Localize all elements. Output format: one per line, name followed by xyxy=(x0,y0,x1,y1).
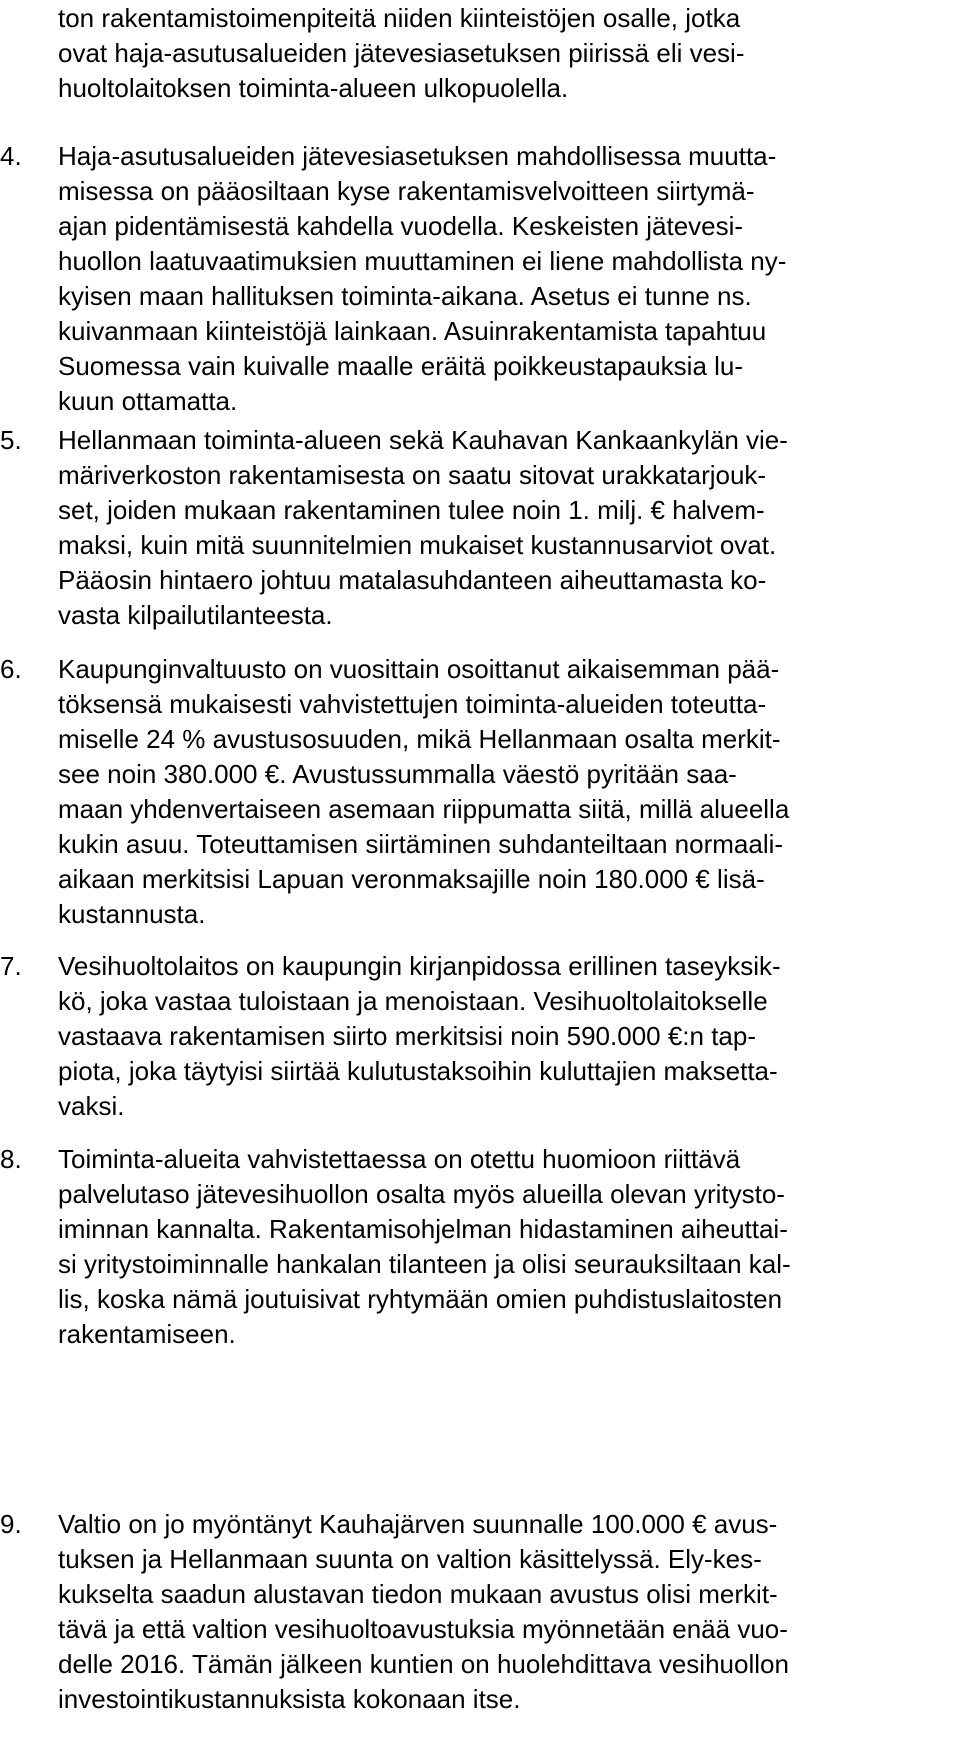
text-line: si yritystoiminnalle hankalan tilanteen ja olisi seurauksiltaan kal- xyxy=(58,1249,791,1279)
text-line: tuksen ja Hellanmaan suunta on valtion käsittelyssä. Ely-kes- xyxy=(58,1544,762,1574)
text-line: Suomessa vain kuivalle maalle eräitä poikkeustapauksia lu- xyxy=(58,351,744,381)
text-line: piota, joka täytyisi siirtää kulutustaksoihin kuluttajien maksetta- xyxy=(58,1056,778,1086)
text-line: Vesihuoltolaitos on kaupungin kirjanpidossa erillinen taseyksik- xyxy=(58,951,781,981)
item-number: 9. xyxy=(0,1509,22,1539)
text-line: huoltolaitoksen toiminta-alueen ulkopuolella. xyxy=(58,73,569,103)
text-line: miselle 24 % avustusosuuden, mikä Hellanmaan osalta merkit- xyxy=(58,724,781,754)
text-line: tävä ja että valtion vesihuoltoavustuksia myönnetään enää vuo- xyxy=(58,1614,788,1644)
text-line: lis, koska nämä joutuisivat ryhtymään omien puhdistuslaitosten xyxy=(58,1284,783,1314)
text-line: delle 2016. Tämän jälkeen kuntien on huolehdittava vesihuollon xyxy=(58,1649,789,1679)
item-number: 4. xyxy=(0,141,22,171)
text-line: ton rakentamistoimenpiteitä niiden kiinteistöjen osalle, jotka xyxy=(58,3,741,33)
text-line: Valtio on jo myöntänyt Kauhajärven suunnalle 100.000 € avus- xyxy=(58,1509,778,1539)
text-line: kukin asuu. Toteuttamisen siirtäminen suhdanteiltaan normaali- xyxy=(58,829,784,859)
text-line: investointikustannuksista kokonaan itse. xyxy=(58,1684,521,1714)
text-line: ajan pidentämisestä kahdella vuodella. Keskeisten jätevesi- xyxy=(58,211,744,241)
text-line: kuun ottamatta. xyxy=(58,386,238,416)
text-line: vaksi. xyxy=(58,1091,125,1121)
text-line: rakentamiseen. xyxy=(58,1319,236,1349)
text-line: maan yhdenvertaiseen asemaan riippumatta siitä, millä alueella xyxy=(58,794,790,824)
item-number: 5. xyxy=(0,425,22,455)
text-line: misessa on pääosiltaan kyse rakentamisvelvoitteen siirtymä- xyxy=(58,176,755,206)
text-line: kö, joka vastaa tuloistaan ja menoistaan. Vesihuoltolaitokselle xyxy=(58,986,768,1016)
text-line: set, joiden mukaan rakentaminen tulee noin 1. milj. € halvem- xyxy=(58,495,765,525)
text-line: Kaupunginvaltuusto on vuosittain osoittanut aikaisemman pää- xyxy=(58,654,780,684)
text-line: maksi, kuin mitä suunnitelmien mukaiset kustannusarviot ovat. xyxy=(58,530,777,560)
text-line: kuivanmaan kiinteistöjä lainkaan. Asuinrakentamista tapahtuu xyxy=(58,316,767,346)
item-number: 7. xyxy=(0,951,22,981)
text-line: huollon laatuvaatimuksien muuttaminen ei liene mahdollista ny- xyxy=(58,246,787,276)
text-line: see noin 380.000 €. Avustussummalla väestö pyritään saa- xyxy=(58,759,737,789)
text-line: aikaan merkitsisi Lapuan veronmaksajille noin 180.000 € lisä- xyxy=(58,864,765,894)
text-line: Hellanmaan toiminta-alueen sekä Kauhavan Kankaankylän vie- xyxy=(58,425,788,455)
text-line: palvelutaso jätevesihuollon osalta myös alueilla olevan yritysto- xyxy=(58,1179,785,1209)
text-line: vastaava rakentamisen siirto merkitsisi noin 590.000 €:n tap- xyxy=(58,1021,757,1051)
item-number: 8. xyxy=(0,1144,22,1174)
text-line: kukselta saadun alustavan tiedon mukaan avustus olisi merkit- xyxy=(58,1579,778,1609)
text-line: Haja-asutusalueiden jätevesiasetuksen mahdollisessa muutta- xyxy=(58,141,777,171)
text-line: ovat haja-asutusalueiden jätevesiasetuksen piirissä eli vesi- xyxy=(58,38,745,68)
text-line: Toiminta-alueita vahvistettaessa on otettu huomioon riittävä xyxy=(58,1144,741,1174)
item-number: 6. xyxy=(0,654,22,684)
text-line: märiverkoston rakentamisesta on saatu sitovat urakkatarjouk- xyxy=(58,460,767,490)
text-line: kustannusta. xyxy=(58,899,206,929)
text-line: kyisen maan hallituksen toiminta-aikana. Asetus ei tunne ns. xyxy=(58,281,752,311)
text-line: iminnan kannalta. Rakentamisohjelman hidastaminen aiheuttai- xyxy=(58,1214,788,1244)
text-line: töksensä mukaisesti vahvistettujen toiminta-alueiden toteutta- xyxy=(58,689,767,719)
text-line: Pääosin hintaero johtuu matalasuhdanteen aiheuttamasta ko- xyxy=(58,565,767,595)
text-line: vasta kilpailutilanteesta. xyxy=(58,600,333,630)
